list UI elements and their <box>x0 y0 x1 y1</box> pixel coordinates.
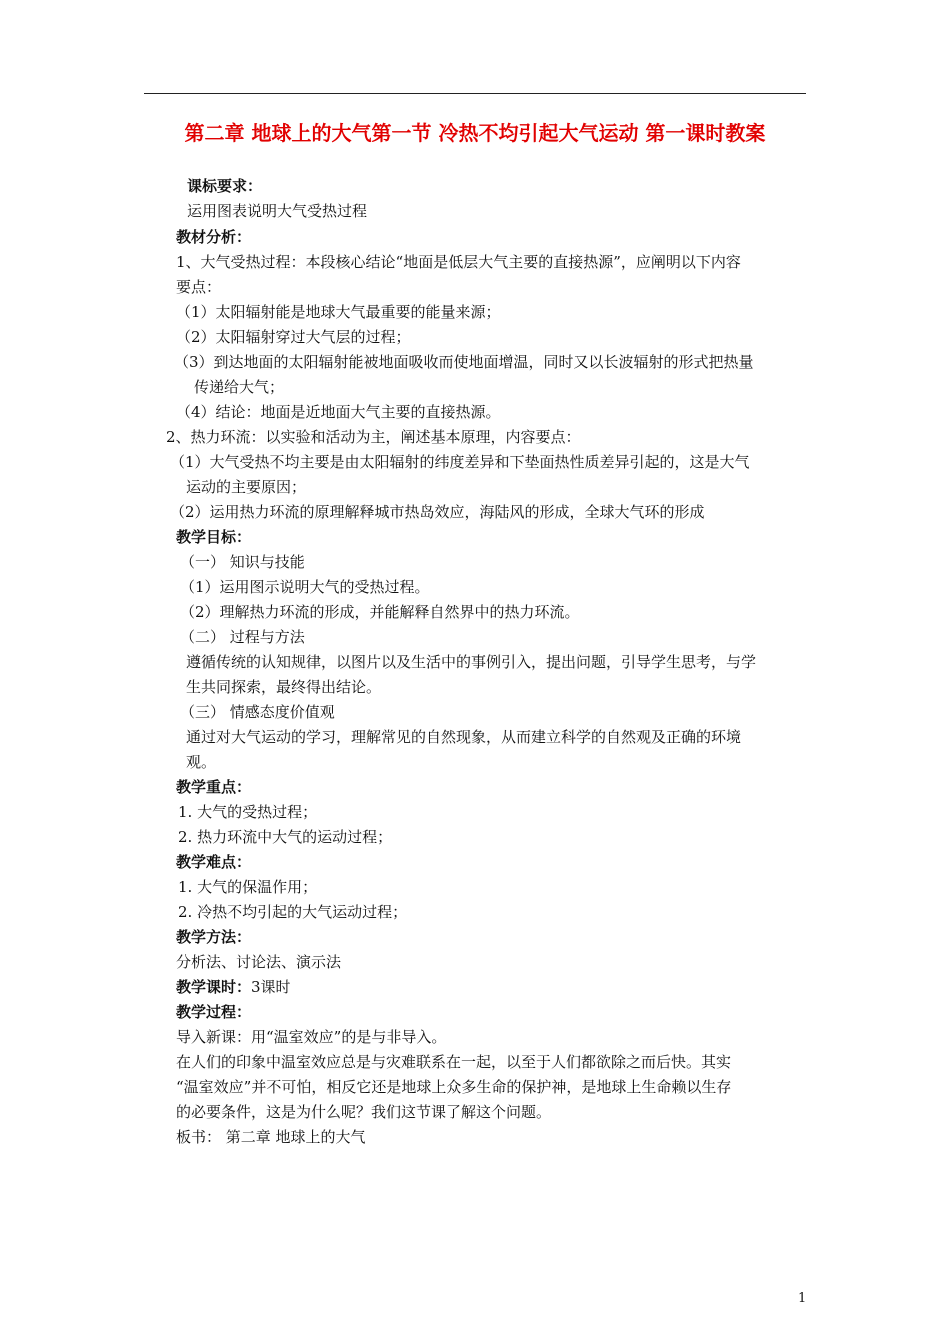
objective-line: 遵循传统的认知规律，以图片以及生活中的事例引入，提出问题，引导学生思考，与学 <box>186 653 757 671</box>
heading-key-points: 教学重点： <box>176 778 252 796</box>
analysis-line: （1）太阳辐射能是地球大气最重要的能量来源； <box>176 303 501 321</box>
analysis-line: 1、大气受热过程：本段核心结论“地面是低层大气主要的直接热源”，应阐明以下内容 <box>176 253 741 271</box>
objective-line: （三） 情感态度价值观 <box>180 703 335 721</box>
difficult-point-item: 1. 大气的保温作用； <box>178 878 318 896</box>
heading-class-hours: 教学课时： <box>176 978 252 996</box>
document-title: 第二章 地球上的大气第一节 冷热不均引起大气运动 第一课时教案 <box>184 121 766 145</box>
analysis-line: （4）结论：地面是近地面大气主要的直接热源。 <box>176 403 501 421</box>
analysis-line: （3）到达地面的太阳辐射能被地面吸收而使地面增温，同时又以长波辐射的形式把热量 <box>174 353 754 371</box>
analysis-line: 运动的主要原因； <box>186 478 307 496</box>
heading-curriculum-requirements: 课标要求： <box>187 177 263 195</box>
curriculum-requirement-text: 运用图表说明大气受热过程 <box>187 202 368 220</box>
objective-line: （二） 过程与方法 <box>180 628 305 646</box>
difficult-point-item: 2. 冷热不均引起的大气运动过程； <box>178 903 408 921</box>
analysis-line: （2）运用热力环流的原理解释城市热岛效应，海陆风的形成，全球大气环的形成 <box>170 503 705 521</box>
process-line: “温室效应”并不可怕，相反它还是地球上众多生命的保护神，是地球上生命赖以生存 <box>176 1078 732 1096</box>
key-point-item: 2. 热力环流中大气的运动过程； <box>178 828 393 846</box>
process-line: 导入新课：用“温室效应”的是与非导入。 <box>176 1028 447 1046</box>
heading-textbook-analysis: 教材分析： <box>176 228 252 246</box>
page-number: 1 <box>798 1291 807 1306</box>
heading-difficult-points: 教学难点： <box>176 853 252 871</box>
class-hours-value: 3课时 <box>251 978 291 996</box>
process-line: 在人们的印象中温室效应总是与灾难联系在一起，以至于人们都欲除之而后快。其实 <box>176 1053 732 1071</box>
objective-line: （1）运用图示说明大气的受热过程。 <box>180 578 430 596</box>
analysis-line: （2）太阳辐射穿过大气层的过程； <box>176 328 411 346</box>
teaching-methods-text: 分析法、讨论法、演示法 <box>176 953 342 971</box>
heading-teaching-methods: 教学方法： <box>176 928 252 946</box>
heading-teaching-process: 教学过程： <box>176 1003 252 1021</box>
key-point-item: 1. 大气的受热过程； <box>178 803 318 821</box>
header-rule <box>144 93 806 94</box>
analysis-line: （1）大气受热不均主要是由太阳辐射的纬度差异和下垫面热性质差异引起的，这是大气 <box>170 453 750 471</box>
heading-teaching-objectives: 教学目标： <box>176 528 252 546</box>
analysis-line: 2、热力环流：以实验和活动为主，阐述基本原理，内容要点： <box>166 428 581 446</box>
class-hours-line <box>176 977 291 997</box>
objective-line: 通过对大气运动的学习，理解常见的自然现象，从而建立科学的自然观及正确的环境 <box>186 728 742 746</box>
objective-line: 观。 <box>186 753 217 771</box>
process-line: 的必要条件，这是为什么呢？我们这节课了解这个问题。 <box>176 1103 552 1121</box>
blackboard-line: 板书： 第二章 地球上的大气 <box>176 1128 366 1146</box>
analysis-line: 传递给大气； <box>194 378 285 396</box>
objective-line: （2）理解热力环流的形成，并能解释自然界中的热力环流。 <box>180 603 580 621</box>
analysis-line: 要点： <box>176 278 222 296</box>
objective-line: 生共同探索，最终得出结论。 <box>186 678 382 696</box>
objective-line: （一） 知识与技能 <box>180 553 305 571</box>
